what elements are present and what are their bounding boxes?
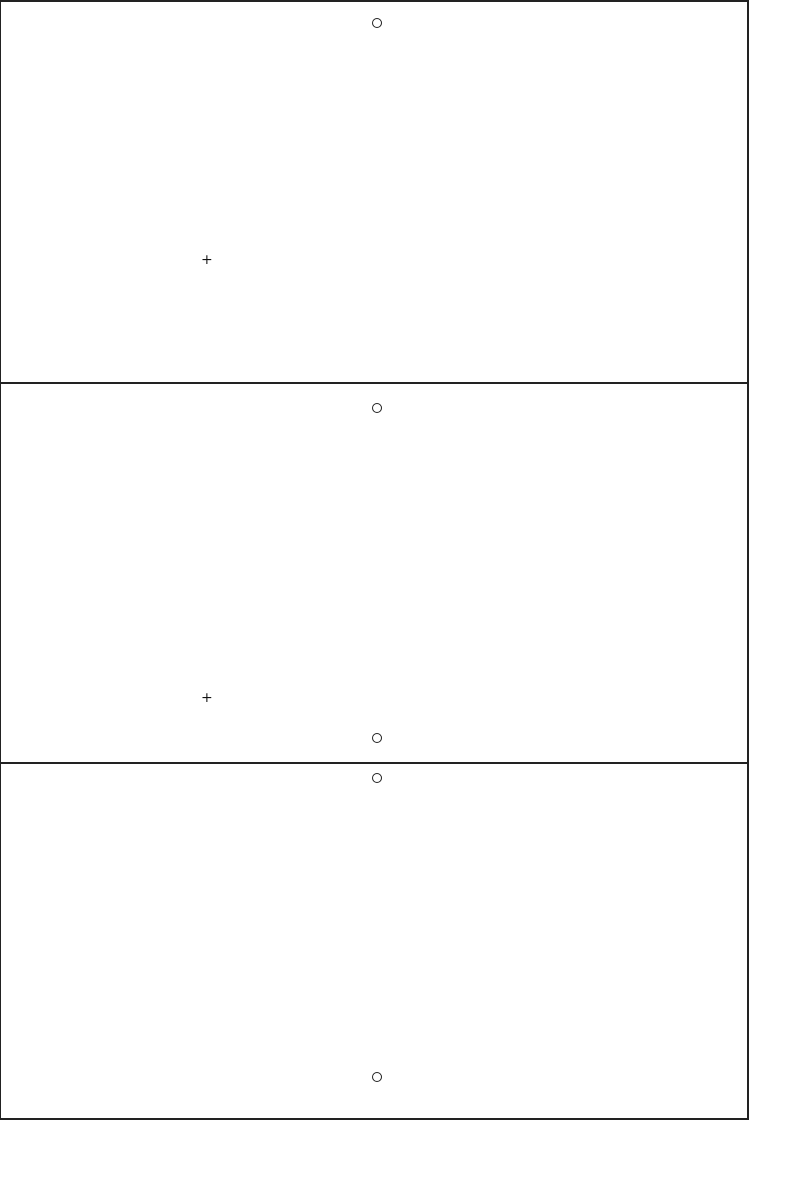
circle-mark [372,773,382,783]
circle-mark [372,18,382,28]
cross-mark: + [201,252,213,268]
circle-mark [372,1072,382,1082]
divider-top [0,382,749,384]
circle-mark [372,403,382,413]
cross-mark: + [201,690,213,706]
divider-bottom [0,762,749,764]
circle-mark [372,733,382,743]
